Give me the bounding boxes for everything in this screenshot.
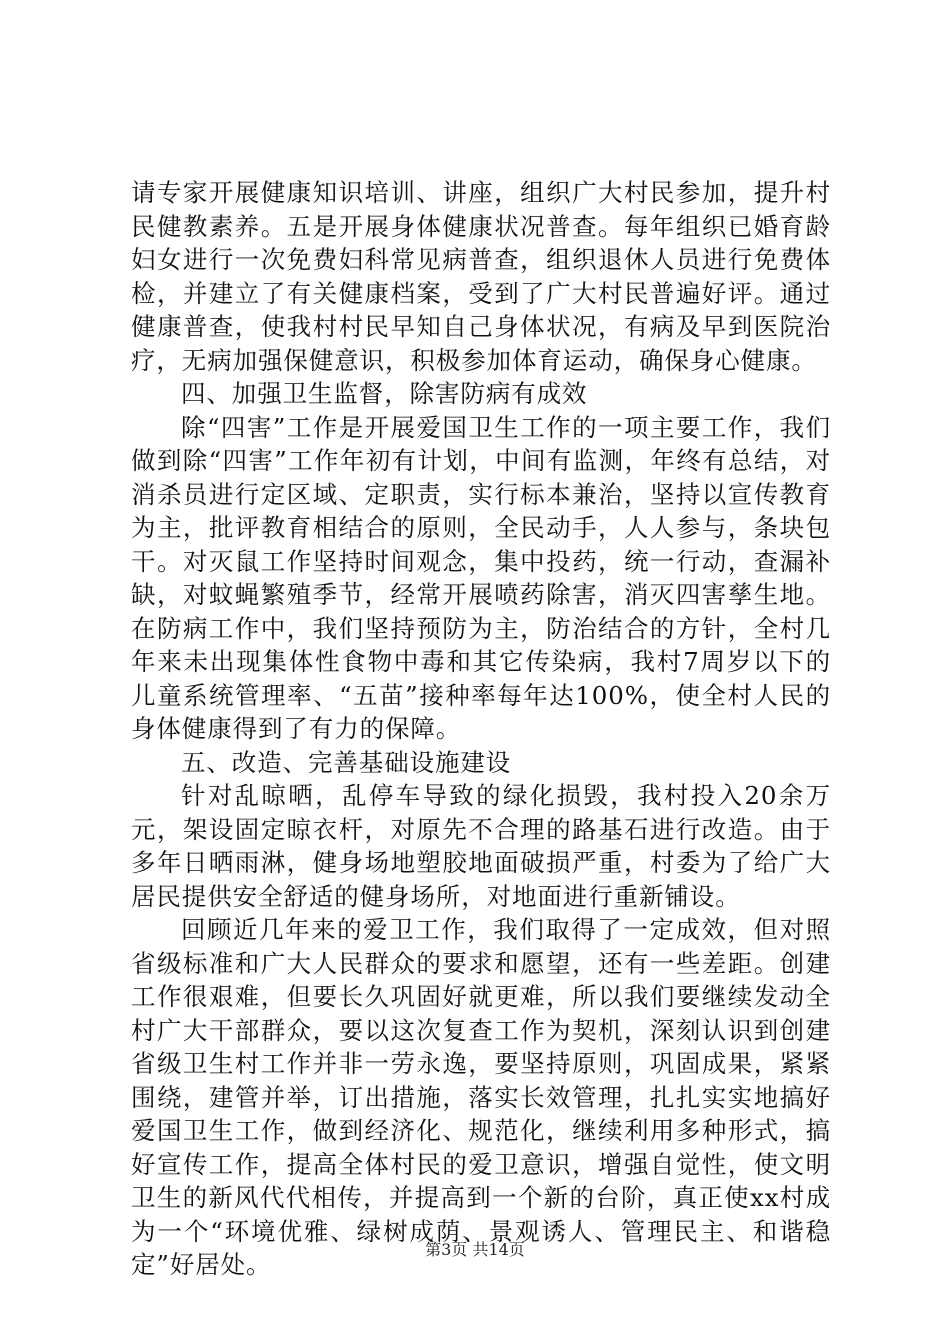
paragraph-infrastructure: 针对乱晾晒，乱停车导致的绿化损毁，我村投入20余万元，架设固定晾衣杆，对原先不合理的路基石进行改造。由于多年日晒雨淋，健身场地塑胶地面破损严重，村委为了给广大居民提供安全舒适的健身场所，对地面进行重新铺设。 bbox=[131, 781, 831, 911]
document-body bbox=[131, 176, 831, 1282]
section-heading-5: 五、改造、完善基础设施建设 bbox=[181, 747, 512, 777]
paragraph-health-checkup: 请专家开展健康知识培训、讲座，组织广大村民参加，提升村民健教素养。五是开展身体健康状况普查。每年组织已婚育龄妇女进行一次免费妇科常见病普查，组织退休人员进行免费体检，并建立了有关健康档案，受到了广大村民普遍好评。通过健康普查，使我村村民早知自己身体状况，有病及早到医院治疗，无病加强保健意识，积极参加体育运动，确保身心健康。 bbox=[131, 178, 831, 375]
section-heading-4: 四、加强卫生监督，除害防病有成效 bbox=[181, 379, 588, 408]
paragraph-review: 回顾近几年来的爱卫工作，我们取得了一定成效，但对照省级标准和广大人民群众的要求和愿望，还有一些差距。创建工作很艰难，但要长久巩固好就更难，所以我们要继续发动全村广大干部群众，要以这次复查工作为契机，深刻认识到创建省级卫生村工作并非一劳永逸，要坚持原则，巩固成果，紧紧围绕，建管并举，订出措施，落实长效管理，扎扎实实地搞好爱国卫生工作，做到经济化、规范化，继续利用多种形式，搞好宣传工作，提高全体村民的爱卫意识，增强自觉性，使文明卫生的新风代代相传，并提高到一个新的台阶，真正使xx村成为一个“环境优雅、绿树成荫、景观诱人、管理民主、和谐稳定”好居处。 bbox=[131, 915, 831, 1279]
page-number-footer: 第3页 共14页 bbox=[425, 1240, 525, 1259]
paragraph-pest-control: 除“四害”工作是开展爱国卫生工作的一项主要工作，我们做到除“四害”工作年初有计划，中间有监测，年终有总结，对消杀员进行定区域、定职责，实行标本兼治，坚持以宣传教育为主，批评教育相结合的原则，全民动手，人人参与，条块包干。对灭鼠工作坚持时间观念，集中投药，统一行动，查漏补缺，对蚊蝇繁殖季节，经常开展喷药除害，消灭四害孳生地。在防病工作中，我们坚持预防为主，防治结合的方针，全村几年来未出现集体性食物中毒和其它传染病，我村7周岁以下的儿童系统管理率、“五苗”接种率每年达100%，使全村人民的身体健康得到了有力的保障。 bbox=[131, 412, 831, 743]
